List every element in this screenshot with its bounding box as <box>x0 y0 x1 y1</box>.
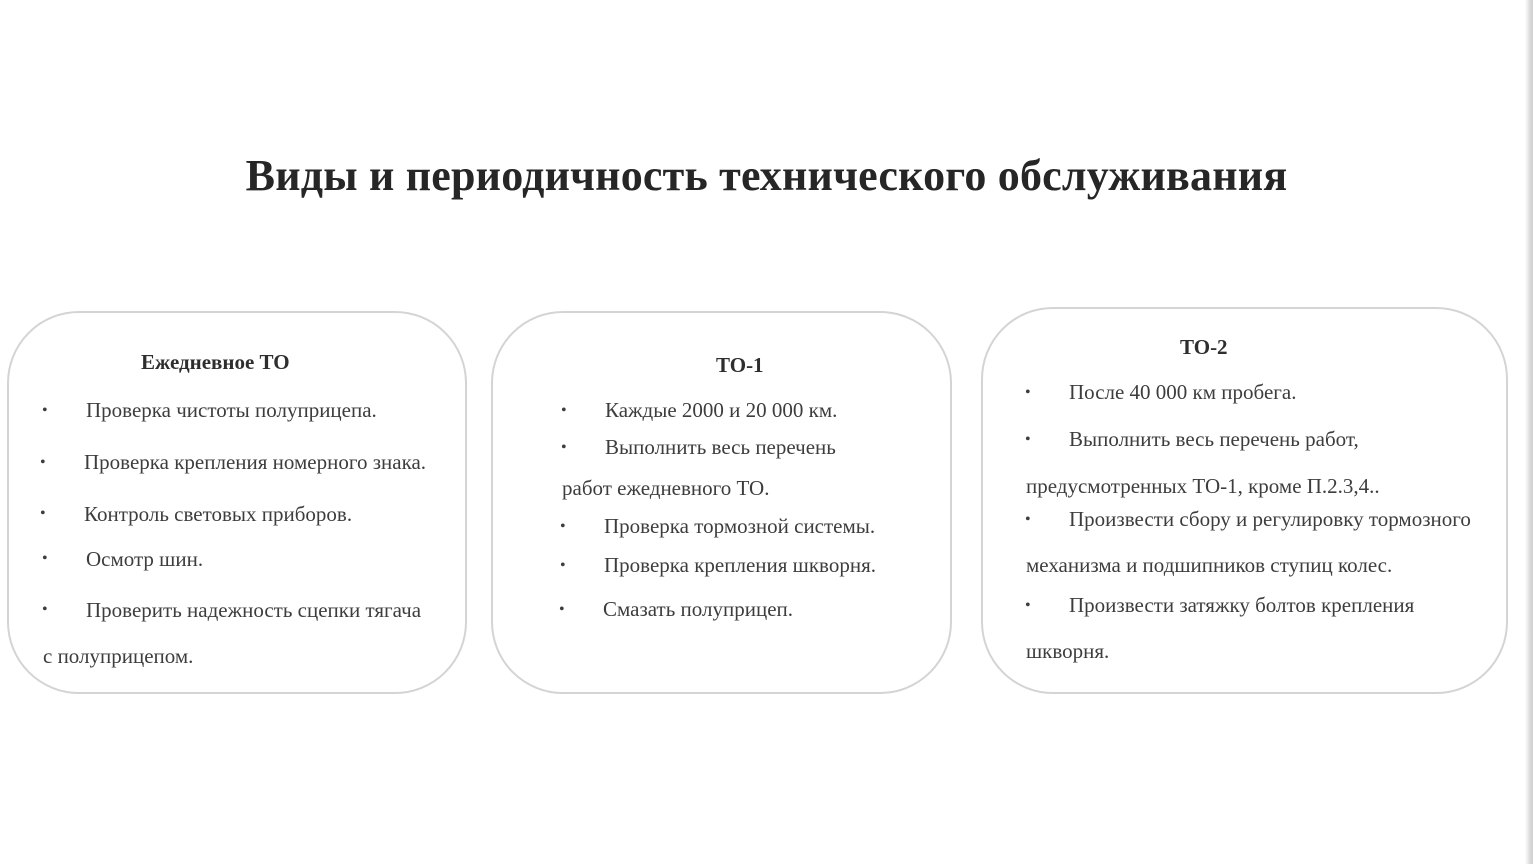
list-item: Проверка тормозной системы. <box>604 514 876 538</box>
bullet: • <box>1025 511 1031 528</box>
bullet: • <box>42 402 48 419</box>
card-daily-heading: Ежедневное ТО <box>141 350 290 374</box>
list-item: Произвести сбору и регулировку тормозного <box>1069 507 1471 531</box>
page-title: Виды и периодичность технического обслуживания <box>245 151 1288 200</box>
list-item-continuation: с полуприцепом. <box>43 644 194 668</box>
list-item: Смазать полуприцеп. <box>603 597 794 621</box>
list-item: Выполнить весь перечень <box>605 435 836 459</box>
list-item: После 40 000 км пробега. <box>1069 380 1297 404</box>
bullet: • <box>560 557 566 574</box>
card-to1-heading: ТО-1 <box>716 353 764 377</box>
list-item: Проверка крепления номерного знака. <box>84 450 427 474</box>
list-item: Каждые 2000 и 20 000 км. <box>605 398 838 422</box>
list-item: Произвести затяжку болтов крепления <box>1069 593 1415 617</box>
list-item: Проверка крепления шкворня. <box>604 553 876 577</box>
bullet: • <box>42 601 48 618</box>
bullet: • <box>40 505 46 522</box>
bullet: • <box>560 518 566 535</box>
bullet: • <box>1025 384 1031 401</box>
list-item: Контроль световых приборов. <box>84 502 353 526</box>
list-item: Проверка чистоты полуприцепа. <box>86 398 377 422</box>
list-item-continuation: механизма и подшипников ступиц колес. <box>1026 553 1393 577</box>
bullet: • <box>40 454 46 471</box>
list-item: Выполнить весь перечень работ, <box>1069 427 1359 451</box>
page-edge-divider <box>1525 0 1533 864</box>
bullet: • <box>42 550 48 567</box>
list-item-continuation: предусмотренных ТО-1, кроме П.2.3,4.. <box>1026 474 1380 498</box>
list-item: Проверить надежность сцепки тягача <box>86 598 422 622</box>
list-item-continuation: работ ежедневного ТО. <box>562 476 770 500</box>
list-item-continuation: шкворня. <box>1026 639 1110 663</box>
bullet: • <box>561 439 567 456</box>
card-to2-heading: ТО-2 <box>1180 335 1228 359</box>
card-to2-maintenance <box>981 307 1508 694</box>
bullet: • <box>561 402 567 419</box>
list-item: Осмотр шин. <box>86 547 204 571</box>
bullet: • <box>1025 431 1031 448</box>
bullet: • <box>1025 597 1031 614</box>
bullet: • <box>559 601 565 618</box>
